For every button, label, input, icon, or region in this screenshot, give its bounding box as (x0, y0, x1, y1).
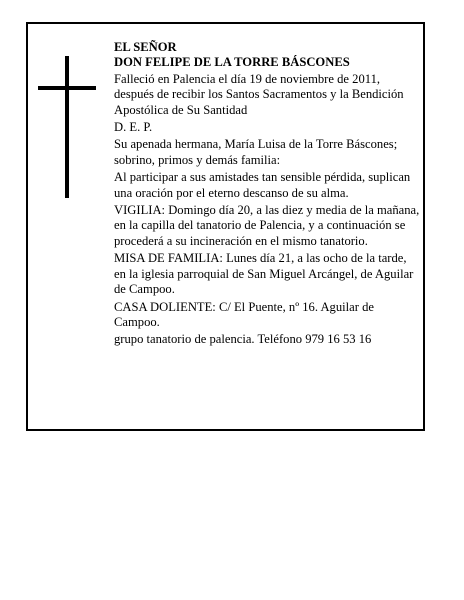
family-mass-details: MISA DE FAMILIA: Lunes día 21, a las ocho de la tarde, en la iglesia parroquial de San Miguel Arcángel, de Aguilar de Campoo. (114, 251, 414, 297)
vigil-details: VIGILIA: Domingo día 20, a las diez y media de la mañana, en la capilla del tanatorio de Palencia, y a continuación se procederá a su incineración en el mismo tanatorio. (114, 203, 420, 248)
funeral-home-contact: grupo tanatorio de palencia. Teléfono 979 16 53 16 (114, 332, 372, 347)
cross-vertical-bar (65, 56, 69, 198)
death-announcement: Falleció en Palencia el día 19 de noviembre de 2011, después de recibir los Santos Sacramentos y la Bendición Apostólica de Su Santidad (114, 71, 404, 117)
deceased-name: DON FELIPE DE LA TORRE BÁSCONES (114, 55, 350, 70)
prayer-request: Al participar a sus amistades tan sensible pérdida, suplican una oración por el eterno descanso de su alma. (114, 170, 411, 200)
mourning-house-address: CASA DOLIENTE: C/ El Puente, nº 16. Aguilar de Campoo. (114, 299, 374, 329)
notice-body (114, 40, 420, 350)
obituary-notice (26, 22, 425, 431)
notice-title: EL SEÑOR (114, 40, 177, 54)
cross-horizontal-bar (38, 86, 96, 90)
rip-abbreviation: D. E. P. (114, 120, 153, 135)
family-mourners: Su apenada hermana, María Luisa de la Torre Báscones; sobrino, primos y demás familia: (114, 137, 398, 167)
cross-icon (38, 56, 96, 198)
